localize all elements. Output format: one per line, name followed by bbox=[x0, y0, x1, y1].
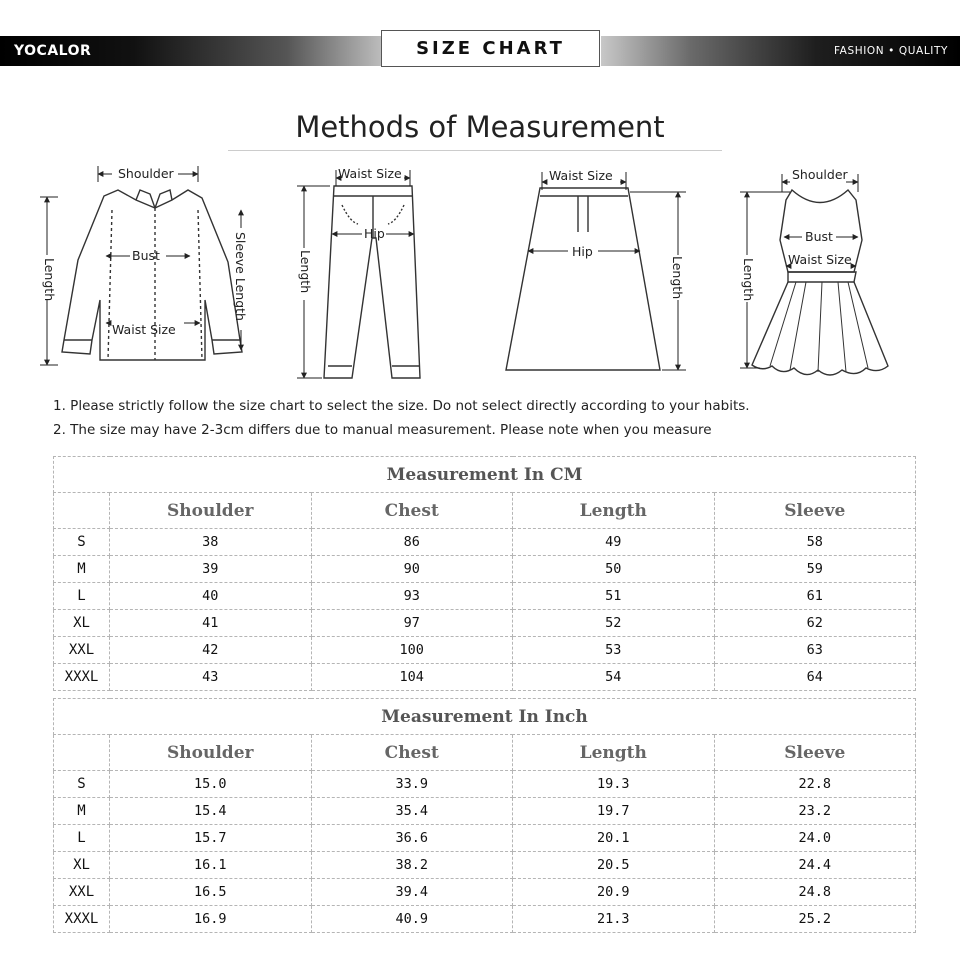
skirt-arrows bbox=[528, 172, 686, 370]
column-header: Chest bbox=[311, 735, 513, 771]
table-cell: 86 bbox=[311, 529, 513, 556]
column-header: Sleeve bbox=[714, 493, 916, 529]
heading-divider bbox=[228, 150, 722, 151]
table-cell: 36.6 bbox=[311, 825, 513, 852]
table-cm bbox=[53, 456, 916, 691]
brand-logo: YOCALOR bbox=[14, 43, 92, 59]
dress-arrows bbox=[740, 174, 858, 368]
table-cell: 38.2 bbox=[311, 852, 513, 879]
table-cell: 62 bbox=[714, 610, 916, 637]
table-cell: 97 bbox=[311, 610, 513, 637]
size-cell: XXL bbox=[54, 879, 110, 906]
skirt-label-waist: Waist Size bbox=[549, 168, 613, 183]
column-header: Length bbox=[513, 735, 715, 771]
skirt-label-hip: Hip bbox=[572, 244, 593, 259]
table-cell: 19.3 bbox=[513, 771, 715, 798]
pants-label-waist: Waist Size bbox=[338, 166, 402, 181]
tagline: FASHION • QUALITY bbox=[833, 45, 948, 57]
table-caption: Measurement In Inch bbox=[54, 699, 916, 735]
table-inch bbox=[53, 698, 916, 933]
table-row bbox=[54, 637, 916, 664]
table-cell: 15.4 bbox=[110, 798, 312, 825]
table-cell: 21.3 bbox=[513, 906, 715, 933]
table-cell: 53 bbox=[513, 637, 715, 664]
table-row bbox=[54, 664, 916, 691]
pants-arrows bbox=[297, 170, 414, 378]
pants-label-hip: Hip bbox=[364, 226, 385, 241]
table-cell: 90 bbox=[311, 556, 513, 583]
table-row bbox=[54, 825, 916, 852]
table-cell: 33.9 bbox=[311, 771, 513, 798]
column-header: Length bbox=[513, 493, 715, 529]
table-cell: 61 bbox=[714, 583, 916, 610]
table-cell: 20.5 bbox=[513, 852, 715, 879]
pants-illustration bbox=[324, 186, 420, 378]
column-header bbox=[54, 493, 110, 529]
table-row bbox=[54, 529, 916, 556]
shirt-label-bust: Bust bbox=[132, 248, 160, 263]
size-cell: M bbox=[54, 798, 110, 825]
table-cell: 104 bbox=[311, 664, 513, 691]
size-cell: XXXL bbox=[54, 906, 110, 933]
table-cell: 40.9 bbox=[311, 906, 513, 933]
size-cell: XL bbox=[54, 852, 110, 879]
table-cell: 24.0 bbox=[714, 825, 916, 852]
column-header: Shoulder bbox=[110, 735, 312, 771]
table-cell: 23.2 bbox=[714, 798, 916, 825]
table-cell: 19.7 bbox=[513, 798, 715, 825]
shirt-label-waist: Waist Size bbox=[112, 322, 176, 337]
skirt-illustration bbox=[506, 188, 660, 370]
size-cell: S bbox=[54, 529, 110, 556]
table-cell: 100 bbox=[311, 637, 513, 664]
table-cell: 59 bbox=[714, 556, 916, 583]
measurement-illustrations bbox=[0, 155, 960, 390]
table-row bbox=[54, 583, 916, 610]
shirt-label-shoulder: Shoulder bbox=[118, 166, 174, 181]
table-cell: 54 bbox=[513, 664, 715, 691]
size-cell: XXXL bbox=[54, 664, 110, 691]
dress-label-bust: Bust bbox=[805, 229, 833, 244]
table-caption: Measurement In CM bbox=[54, 457, 916, 493]
table-cell: 22.8 bbox=[714, 771, 916, 798]
size-cell: M bbox=[54, 556, 110, 583]
table-row bbox=[54, 610, 916, 637]
table-cell: 52 bbox=[513, 610, 715, 637]
table-cell: 39.4 bbox=[311, 879, 513, 906]
table-row bbox=[54, 879, 916, 906]
table-cell: 43 bbox=[110, 664, 312, 691]
table-cell: 35.4 bbox=[311, 798, 513, 825]
table-cell: 58 bbox=[714, 529, 916, 556]
table-row bbox=[54, 556, 916, 583]
table-cell: 49 bbox=[513, 529, 715, 556]
table-cell: 24.4 bbox=[714, 852, 916, 879]
table-cell: 50 bbox=[513, 556, 715, 583]
table-cell: 39 bbox=[110, 556, 312, 583]
column-header bbox=[54, 735, 110, 771]
dress-label-waist: Waist Size bbox=[788, 252, 852, 267]
dress-illustration bbox=[752, 190, 888, 375]
page-title: SIZE CHART bbox=[381, 30, 600, 67]
methods-heading: Methods of Measurement bbox=[295, 110, 665, 144]
note-2: 2. The size may have 2-3cm differs due to manual measurement. Please note when you measure bbox=[53, 422, 712, 438]
table-cell: 63 bbox=[714, 637, 916, 664]
table-cell: 93 bbox=[311, 583, 513, 610]
table-cell: 41 bbox=[110, 610, 312, 637]
table-cell: 51 bbox=[513, 583, 715, 610]
table-cell: 20.1 bbox=[513, 825, 715, 852]
size-cell: S bbox=[54, 771, 110, 798]
table-cell: 16.5 bbox=[110, 879, 312, 906]
notes bbox=[53, 397, 750, 445]
pants-label-length: Length bbox=[298, 250, 313, 294]
table-cell: 15.7 bbox=[110, 825, 312, 852]
table-cell: 20.9 bbox=[513, 879, 715, 906]
size-cell: XL bbox=[54, 610, 110, 637]
column-header: Chest bbox=[311, 493, 513, 529]
table-cell: 25.2 bbox=[714, 906, 916, 933]
table-cell: 16.9 bbox=[110, 906, 312, 933]
table-row bbox=[54, 906, 916, 933]
table-cell: 38 bbox=[110, 529, 312, 556]
shirt-label-length: Length bbox=[42, 258, 57, 302]
dress-label-length: Length bbox=[741, 258, 756, 302]
table-cell: 64 bbox=[714, 664, 916, 691]
table-cell: 15.0 bbox=[110, 771, 312, 798]
column-header: Sleeve bbox=[714, 735, 916, 771]
skirt-label-length: Length bbox=[670, 256, 685, 300]
size-cell: L bbox=[54, 583, 110, 610]
table-row bbox=[54, 771, 916, 798]
note-1: 1. Please strictly follow the size chart to select the size. Do not select directly according to your habits. bbox=[53, 398, 750, 414]
table-cell: 42 bbox=[110, 637, 312, 664]
table-cell: 40 bbox=[110, 583, 312, 610]
size-cell: XXL bbox=[54, 637, 110, 664]
table-cell: 24.8 bbox=[714, 879, 916, 906]
table-row bbox=[54, 852, 916, 879]
shirt-label-sleeve: Sleeve Length bbox=[233, 232, 248, 321]
table-row bbox=[54, 798, 916, 825]
table-cell: 16.1 bbox=[110, 852, 312, 879]
dress-label-shoulder: Shoulder bbox=[792, 167, 848, 182]
column-header: Shoulder bbox=[110, 493, 312, 529]
size-cell: L bbox=[54, 825, 110, 852]
